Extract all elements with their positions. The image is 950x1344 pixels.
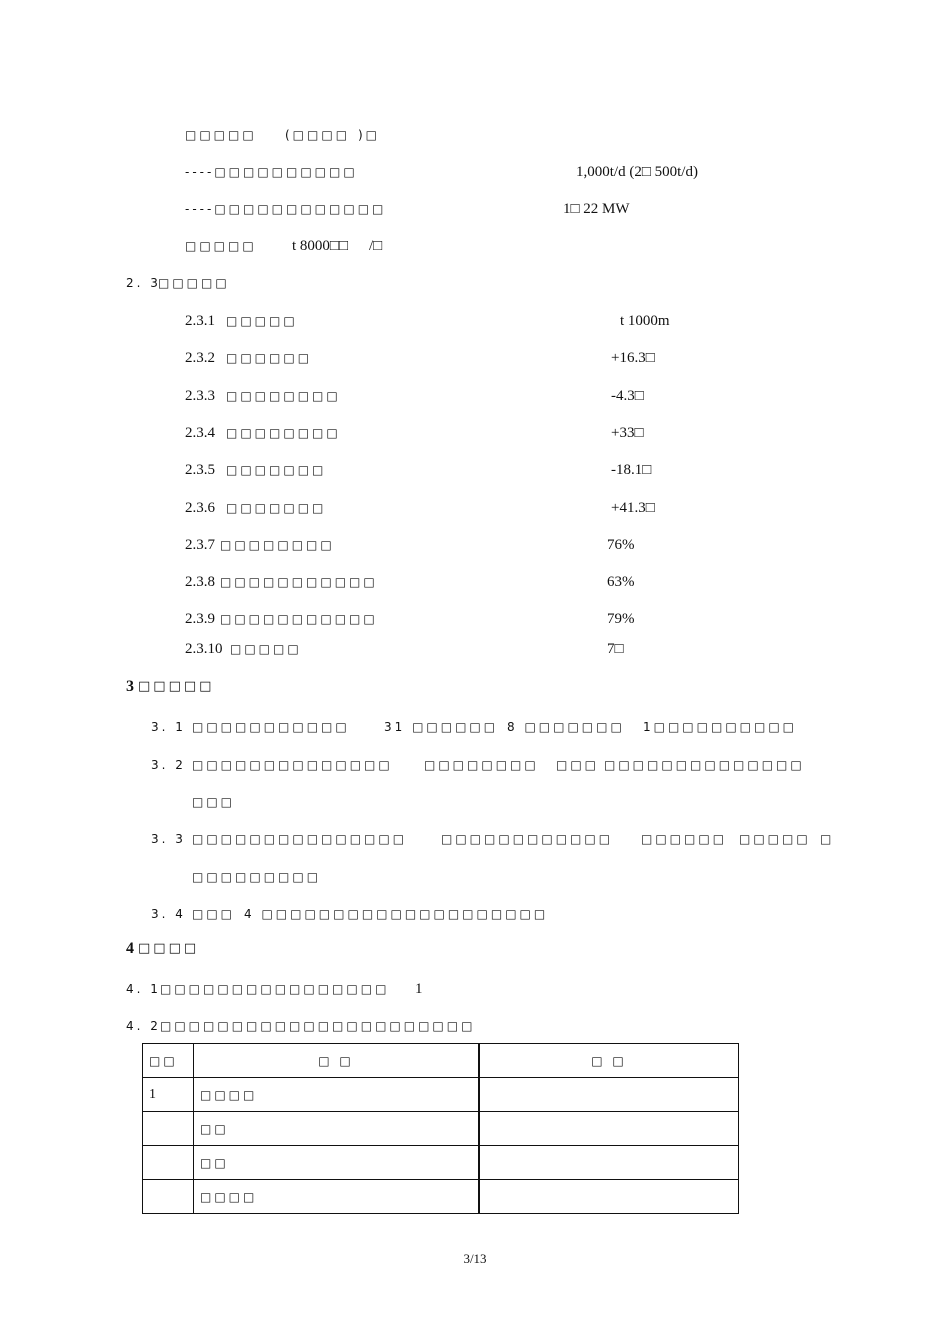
climate-item-value: 7□ <box>607 641 624 657</box>
power-label: ----□□□□□□□□□□□□ <box>185 202 387 216</box>
para-3-3-continuation: □□□□□□□□□ <box>192 870 322 884</box>
table-cell: □□□□ <box>194 1180 480 1214</box>
equipment-table <box>142 1043 739 1214</box>
climate-item-number: 2.3.7 <box>185 537 215 553</box>
label-production-scale: □□□□□ <box>185 128 257 142</box>
climate-item-label: □□□□□□□□ <box>220 538 335 552</box>
section-2-3-number: 2. 3 <box>126 276 161 290</box>
table-row <box>143 1180 739 1214</box>
para-3-1-text-c: 8 □□□□□□□ <box>507 720 625 734</box>
climate-item-value: -18.1□ <box>611 462 652 478</box>
climate-item-value: 79% <box>607 611 635 627</box>
climate-item-value: +41.3□ <box>611 500 655 516</box>
climate-item-label: □□□□□ <box>226 314 298 328</box>
para-3-3-text-d: □□□□□ <box>739 832 811 846</box>
table-cell <box>479 1112 739 1146</box>
climate-item-label: □□□□□□ <box>226 351 313 365</box>
para-3-2-text-c: □□□ <box>556 758 600 772</box>
para-3-1-number: 3. 1 <box>151 720 186 734</box>
climate-item-number: 2.3.1 <box>185 313 215 329</box>
climate-item-number: 2.3.9 <box>185 611 215 627</box>
climate-item-value: 76% <box>607 537 635 553</box>
section-4-heading: □□□□ <box>138 941 200 956</box>
climate-item-number: 2.3.5 <box>185 462 215 478</box>
climate-item-label: □□□□□□□□ <box>226 426 341 440</box>
table-row <box>143 1146 739 1180</box>
para-3-3-number: 3. 3 <box>151 832 186 846</box>
climate-item-label: □□□□□□□□□□□ <box>220 575 378 589</box>
climate-item-number: 2.3.4 <box>185 425 215 441</box>
table-cell: 1 <box>143 1078 194 1112</box>
para-4-1-number: 4. 1 <box>126 982 161 996</box>
para-3-4-number: 3. 4 <box>151 907 186 921</box>
climate-item-label: □□□□□□□□ <box>226 389 341 403</box>
table-cell <box>143 1180 194 1214</box>
page-number: 3/13 <box>463 1251 487 1266</box>
para-4-2-number: 4. 2 <box>126 1019 161 1033</box>
capacity-label: ----□□□□□□□□□□ <box>185 165 358 179</box>
climate-item-value: 63% <box>607 574 635 590</box>
hours-unit: /□ <box>369 238 383 254</box>
section-3-heading: □□□□□ <box>138 679 215 694</box>
table-cell <box>479 1180 739 1214</box>
table-row <box>143 1078 739 1112</box>
climate-item-number: 2.3.6 <box>185 500 215 516</box>
para-4-2-text: □□□□□□□□□□□□□□□□□□□□□□ <box>160 1019 476 1033</box>
para-3-3-text-a: □□□□□□□□□□□□□□□ <box>192 832 408 846</box>
climate-item-value: +16.3□ <box>611 350 655 366</box>
para-4-1-value: 1 <box>415 981 423 997</box>
para-3-3-text-b: □□□□□□□□□□□□ <box>441 832 614 846</box>
climate-item-label: □□□□□□□ <box>226 463 327 477</box>
climate-item-value: -4.3□ <box>611 388 644 404</box>
climate-item-number: 2.3.8 <box>185 574 215 590</box>
para-4-1-text: □□□□□□□□□□□□□□□□ <box>160 982 390 996</box>
para-3-1-text-d: 1□□□□□□□□□□ <box>643 720 798 734</box>
hours-label: □□□□□ <box>185 239 257 253</box>
capacity-value: 1,000t/d (2□ 500t/d) <box>576 164 698 180</box>
section-4-number: 4 <box>126 940 134 957</box>
para-3-3-text-e: □ <box>820 832 835 846</box>
hours-value: t 8000□□ <box>292 238 349 254</box>
para-3-2-text-a: □□□□□□□□□□□□□□ <box>192 758 393 772</box>
para-3-2-continuation: □□□ <box>192 795 236 809</box>
climate-item-number: 2.3.2 <box>185 350 215 366</box>
table-cell <box>479 1146 739 1180</box>
table-header-cell: □ □ <box>194 1044 480 1078</box>
climate-item-label: □□□□□□□□□□□ <box>220 612 378 626</box>
para-3-1-text-a: □□□□□□□□□□□ <box>192 720 350 734</box>
climate-item-value: +33□ <box>611 425 644 441</box>
table-header-cell: □□ <box>143 1044 194 1078</box>
section-3-number: 3 <box>126 678 134 695</box>
label-production-scale-end: )□ <box>358 128 381 142</box>
para-3-2-number: 3. 2 <box>151 758 186 772</box>
para-3-3-text-c: □□□□□□ <box>641 832 728 846</box>
section-2-3-heading: □□□□□ <box>158 276 230 290</box>
table-cell <box>143 1112 194 1146</box>
table-header-row <box>143 1044 739 1078</box>
climate-item-label: □□□□□ <box>230 642 302 656</box>
para-3-4-text-b: 4 □□□□□□□□□□□□□□□□□□□□ <box>244 907 549 921</box>
table-cell <box>143 1146 194 1180</box>
climate-item-value: t 1000m <box>620 313 670 329</box>
power-value: 1□ 22 MW <box>563 201 630 217</box>
table-row <box>143 1112 739 1146</box>
table-header-cell: □ □ <box>479 1044 739 1078</box>
para-3-1-text-b: 31 □□□□□□ <box>384 720 499 734</box>
climate-item-number: 2.3.10 <box>185 641 223 657</box>
table-cell: □□□□ <box>194 1078 480 1112</box>
climate-item-number: 2.3.3 <box>185 388 215 404</box>
para-3-4-text-a: □□□ <box>192 907 236 921</box>
label-production-scale-paren: (□□□□ <box>285 128 351 142</box>
climate-item-label: □□□□□□□ <box>226 501 327 515</box>
para-3-2-text-b: □□□□□□□□ <box>424 758 539 772</box>
para-3-2-text-d: □□□□□□□□□□□□□□ <box>604 758 805 772</box>
table-cell <box>479 1078 739 1112</box>
table-cell: □□ <box>194 1112 480 1146</box>
table-cell: □□ <box>194 1146 480 1180</box>
